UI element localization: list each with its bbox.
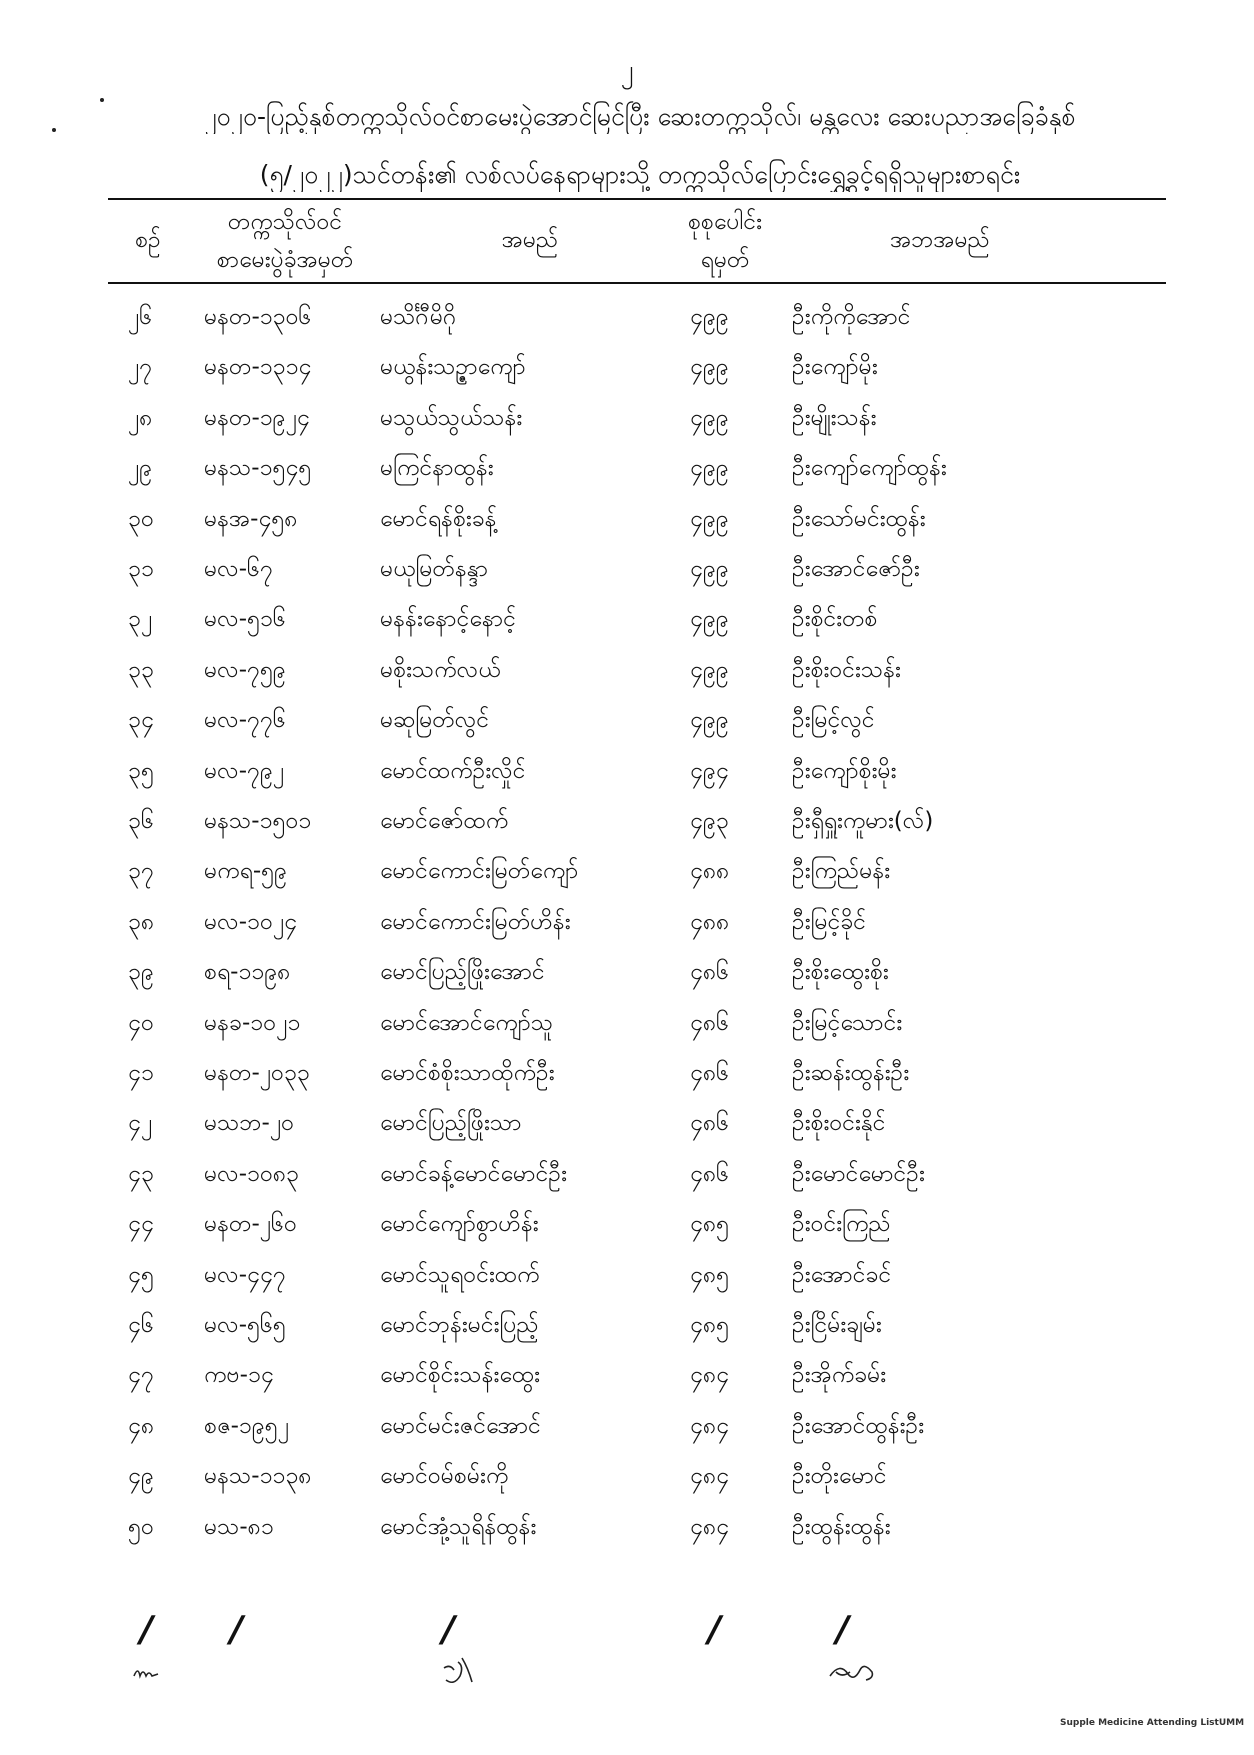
header-serial-no: စဉ် [135,227,161,253]
total-score-cell: ၄၉၄ [690,757,729,784]
table-row [0,594,1254,644]
roll-number-cell: မနခ-၁၀၂၁ [204,1009,301,1036]
father-name-cell: ဦးကျော်ကျော်ထွန်း [792,455,947,482]
total-score-cell: ၄၉၉ [690,455,729,482]
total-score-cell: ၄၈၆ [690,1110,730,1137]
roll-number-cell: မနအ-၄၅၈ [204,505,298,532]
table-row [0,342,1254,392]
total-score-cell: ၄၈၅ [690,1211,730,1238]
student-name-cell: မောင်ရန်စိုးခန့် [380,505,497,532]
table-row [0,796,1254,846]
total-score-cell: ၄၉၉ [690,404,729,431]
student-name-cell: မောင်ပြည့်ဖြိုးအောင် [380,959,545,986]
student-name-cell: မောင်အောင်ကျော်သူ [380,1009,554,1036]
total-score-cell: ၄၈၄ [690,1412,730,1439]
table-row [0,1250,1254,1300]
roll-number-cell: မနတ-၁၉၂၄ [204,404,310,431]
total-score-cell: ၄၉၉ [690,656,729,683]
table-row [0,947,1254,997]
student-name-cell: မကြင်နာထွန်း [380,455,494,482]
roll-number-cell: မနသ-၁၅၀၁ [204,808,312,834]
serial-no-cell: ၃၉ [128,959,154,986]
footer-note: Supple Medicine Attending ListUMM [1060,1718,1245,1728]
student-name-cell: မောင်ကောင်းမြတ်ကျော် [380,858,579,885]
father-name-cell: ဦးဝင်းကြည် [792,1211,891,1238]
father-name-cell: ဦးအောင်ထွန်းဦး [792,1412,925,1439]
father-name-cell: ဦးမြင့်သောင်း [792,1009,903,1036]
serial-no-cell: ၂၉ [128,455,153,482]
roll-number-cell: မလ-၄၄၇ [204,1261,286,1288]
serial-no-cell: ၃၃ [128,656,154,683]
table-row [0,393,1254,443]
student-name-cell: မောင်ဝမ်စမ်းကို [380,1463,509,1490]
table-row [0,1149,1254,1199]
serial-no-cell: ၄၃ [128,1160,154,1187]
page-number: ၂ [620,55,634,85]
roll-number-cell: မနတ-၂၀၃၃ [204,1060,310,1086]
student-name-cell: မောင်သူရဝင်းထက် [380,1261,540,1288]
serial-no-cell: ၃၅ [128,757,154,784]
table-row [0,1401,1254,1451]
student-name-cell: မသွယ်သွယ်သန်း [380,404,523,431]
table-header-rule [108,282,1166,284]
total-score-cell: ၄၈၆ [690,1009,730,1036]
roll-number-cell: မလ-၅၆၅ [204,1312,286,1338]
table-row [0,998,1254,1048]
table-row [0,1451,1254,1501]
student-name-cell: မောင်ကျော်စွာဟိန်း [380,1211,539,1238]
father-name-cell: ဦးမျိုးသန်း [792,404,877,431]
student-name-cell: မဆုမြတ်လွင် [380,707,490,734]
scan-speck [52,128,56,132]
father-name-cell: ဦးကိုကိုအောင် [792,304,911,330]
serial-no-cell: ၄၁ [128,1060,154,1086]
father-name-cell: ဦးအောင်ခင် [792,1261,892,1288]
father-name-cell: ဦးမြင့်ခိုင် [792,908,867,935]
slash-mark: / [442,1609,456,1650]
student-name-cell: မောင်ဘုန်းမင်းပြည့် [380,1312,539,1338]
father-name-cell: ဦးဆန်းထွန်းဦး [792,1060,910,1086]
header-roll-line-2: စာမေးပွဲခုံအမှတ် [216,247,354,273]
father-name-cell: ဦးကျော်မိုး [792,354,878,381]
roll-number-cell: မလ-၇၇၆ [204,707,286,734]
roll-number-cell: စရ-၁၁၉၈ [204,959,291,986]
header-score-line-1: စုစုပေါင်း [687,209,763,235]
serial-no-cell: ၃၁ [128,556,154,582]
father-name-cell: ဦးစိုးဝင်းသန်း [792,656,901,683]
table-row [0,695,1254,745]
total-score-cell: ၄၉၉ [690,505,729,532]
table-row [0,544,1254,594]
initial-signature [132,1662,162,1682]
serial-no-cell: ၄၂ [128,1110,153,1137]
header-father-name: အဘအမည် [890,227,990,253]
serial-no-cell: ၄၀ [128,1009,154,1036]
initial-signature [440,1650,476,1690]
header-name: အမည် [501,227,559,253]
student-name-cell: မောင်အုံ့သူရိန်ထွန်း [380,1513,537,1540]
total-score-cell: ၄၈၅ [690,1312,730,1338]
slash-mark: / [708,1609,722,1650]
father-name-cell: ဦးအိုက်ခမ်း [792,1362,887,1389]
father-name-cell: ဦးရှီရှူးကူမား(လ်) [792,808,934,834]
table-row [0,1502,1254,1552]
table-row [0,494,1254,544]
roll-number-cell: မလ-၅၁၆ [204,606,286,633]
student-name-cell: မောင်ပြည့်ဖြိုးသာ [380,1110,522,1137]
total-score-cell: ၄၉၉ [690,354,729,381]
header-score-line-2: ရမှတ် [700,247,750,273]
roll-number-cell: မသဘ-၂၀ [204,1110,295,1137]
roll-number-cell: မသ-၈၁ [204,1513,274,1540]
serial-no-cell: ၄၉ [128,1463,154,1490]
total-score-cell: ၄၉၉ [690,707,729,734]
roll-number-cell: မလ-၁၀၂၄ [204,908,298,935]
serial-no-cell: ၂၇ [128,354,153,381]
table-row [0,1098,1254,1148]
slash-mark: / [836,1609,850,1650]
table-row [0,846,1254,896]
father-name-cell: ဦးသော်မင်းထွန်း [792,505,926,532]
roll-number-cell: မနတ-၁၃၁၄ [204,354,312,381]
initial-signature [826,1654,876,1684]
roll-number-cell: စဇ-၁၉၅၂ [204,1412,290,1439]
total-score-cell: ၄၈၅ [690,1261,730,1288]
roll-number-cell: မလ-၇၉၂ [204,757,285,784]
student-name-cell: မနန်းနောင့်နောင့် [380,606,517,633]
serial-no-cell: ၂၈ [128,404,153,431]
table-row [0,1300,1254,1350]
table-row [0,645,1254,695]
total-score-cell: ၄၉၉ [690,556,729,582]
serial-no-cell: ၄၅ [128,1261,154,1288]
serial-no-cell: ၄၇ [128,1362,154,1389]
table-row [0,1350,1254,1400]
table-row [0,897,1254,947]
serial-no-cell: ၄၆ [128,1312,154,1338]
serial-no-cell: ၃၄ [128,707,154,734]
table-row [0,443,1254,493]
father-name-cell: ဦးငြိမ်းချမ်း [792,1312,882,1338]
document-title-line-1: ၂၀၂၀-ပြည့်နှစ်တက္ကသိုလ်ဝင်စာမေးပွဲအောင်မြင်ပြီး ဆေးတက္ကသိုလ်၊ မန္တလေး ဆေးပညာအခြေခံနှစ် [204,102,1076,131]
student-name-cell: မောင်ထက်ဦးလှိုင် [380,757,526,784]
father-name-cell: ဦးစိုးထွေးစိုး [792,959,889,986]
total-score-cell: ၄၉၉ [690,304,729,330]
student-name-cell: မစိုးသက်လယ် [380,656,501,683]
table-row [0,1199,1254,1249]
serial-no-cell: ၃၇ [128,858,154,885]
student-name-cell: မောင်ခန့်မောင်မောင်ဦး [380,1160,567,1187]
father-name-cell: ဦးတိုးမောင် [792,1463,887,1490]
table-row [0,1048,1254,1098]
total-score-cell: ၄၈၆ [690,1060,730,1086]
roll-number-cell: မကရ-၅၉ [204,858,288,885]
father-name-cell: ဦးစိုင်းတစ် [792,606,878,633]
total-score-cell: ၄၈၆ [690,959,730,986]
student-name-cell: မောင်ဇော်ထက် [380,808,509,834]
student-name-cell: မောင်ကောင်းမြတ်ဟိန်း [380,908,571,935]
serial-no-cell: ၄၄ [128,1211,154,1238]
roll-number-cell: ကဗ-၁၄ [204,1362,274,1389]
total-score-cell: ၄၈၄ [690,1362,730,1389]
total-score-cell: ၄၈၄ [690,1513,730,1540]
serial-no-cell: ၃၂ [128,606,153,633]
father-name-cell: ဦးမောင်မောင်ဦး [792,1160,925,1187]
roll-number-cell: မလ-၁၀၈၃ [204,1160,299,1187]
student-name-cell: မောင်စံစိုးသာထိုက်ဦး [380,1060,555,1086]
father-name-cell: ဦးကျော်စိုးမိုး [792,757,897,784]
roll-number-cell: မနသ-၁၅၄၅ [204,455,312,482]
roll-number-cell: မနတ-၂၆၀ [204,1211,297,1238]
roll-number-cell: မနတ-၁၃၀၆ [204,304,312,330]
slash-mark: / [230,1609,244,1650]
student-name-cell: မယွန်းသဉ္ဇာကျော် [380,354,526,381]
roll-number-cell: မလ-၇၅၉ [204,656,286,683]
student-name-cell: မယုမြတ်နန္ဒာ [380,556,489,582]
serial-no-cell: ၂၆ [128,304,153,330]
table-row [0,292,1254,342]
student-name-cell: မောင်စိုင်းသန်းထွေး [380,1362,540,1389]
father-name-cell: ဦးအောင်ဇော်ဦး [792,556,920,582]
total-score-cell: ၄၈၈ [690,908,730,935]
total-score-cell: ၄၉၃ [690,808,729,834]
father-name-cell: ဦးထွန်းထွန်း [792,1513,891,1540]
serial-no-cell: ၅၀ [128,1513,154,1540]
serial-no-cell: ၃၀ [128,505,154,532]
total-score-cell: ၄၈၈ [690,858,730,885]
total-score-cell: ၄၉၉ [690,606,729,633]
total-score-cell: ၄၈၄ [690,1463,730,1490]
total-score-cell: ၄၈၆ [690,1160,730,1187]
header-roll-line-1: တက္ကသိုလ်ဝင် [227,209,343,235]
serial-no-cell: ၄၈ [128,1412,155,1439]
document-title-line-2: (၅/၂၀၂၂)သင်တန်း၏ လစ်လပ်နေရာများသို့ တက္ကသိုလ်ပြောင်းရွှေ့ခွင့်ရရှိသူများစာရင်း [259,160,1021,189]
roll-number-cell: မနသ-၁၁၃၈ [204,1463,312,1490]
father-name-cell: ဦးစိုးဝင်းနိုင် [792,1110,886,1137]
student-name-cell: မောင်မင်းဇင်အောင် [380,1412,541,1439]
father-name-cell: ဦးကြည်မန်း [792,858,891,885]
table-top-rule [108,198,1166,200]
scan-speck [100,98,104,102]
serial-no-cell: ၃၈ [128,908,155,935]
table-row [0,746,1254,796]
father-name-cell: ဦးမြင့်လွင် [792,707,875,734]
slash-mark: / [140,1609,154,1650]
roll-number-cell: မလ-၆၇ [204,556,273,582]
student-name-cell: မသိင်္ဂီမိဂို [380,304,457,330]
serial-no-cell: ၃၆ [128,808,154,834]
